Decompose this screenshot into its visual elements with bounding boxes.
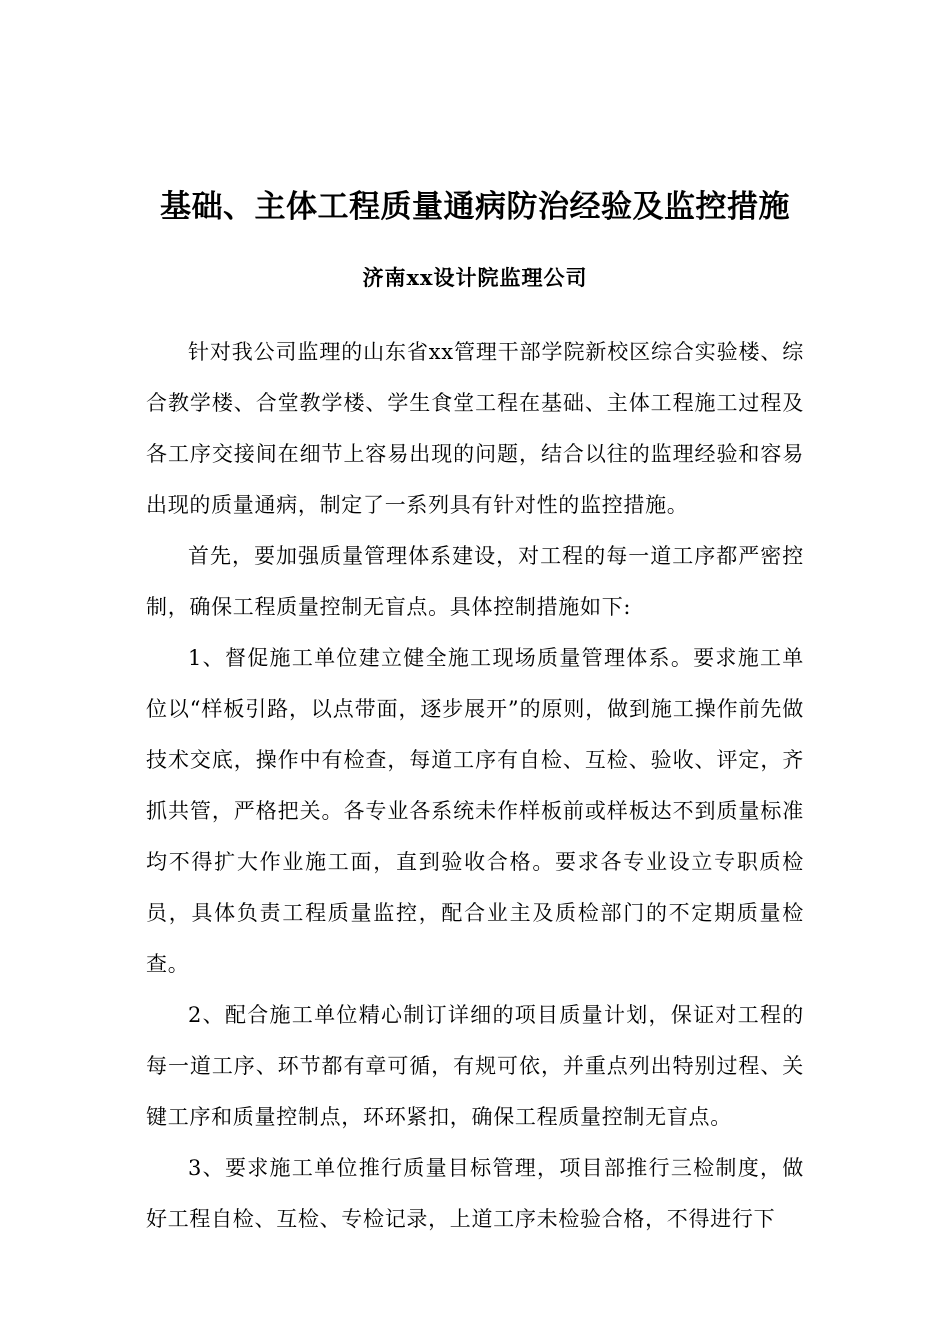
document-body: [146, 327, 804, 1245]
paragraph-intro: 针对我公司监理的山东省xx管理干部学院新校区综合实验楼、综合教学楼、合堂教学楼、学生食堂工程在基础、主体工程施工过程及各工序交接间在细节上容易出现的问题，结合以往的监理经验和容易出现的质量通病，制定了一系列具有针对性的监控措施。: [146, 340, 804, 517]
paragraph-general-measures: 首先，要加强质量管理体系建设，对工程的每一道工序都严密控制，确保工程质量控制无盲点。具体控制措施如下:: [146, 544, 804, 619]
paragraph-measure-3: 3、要求施工单位推行质量目标管理，项目部推行三检制度，做好工程自检、互检、专检记录，上道工序未检验合格，不得进行下: [146, 1156, 804, 1231]
paragraph-measure-1: 1、督促施工单位建立健全施工现场质量管理体系。要求施工单位以“样板引路，以点带面，逐步展开”的原则，做到施工操作前先做技术交底，操作中有检查，每道工序有自检、互检、验收、评定，齐抓共管，严格把关。各专业各系统未作样板前或样板达不到质量标准均不得扩大作业施工面，直到验收合格。要求各专业设立专职质检员，具体负责工程质量监控，配合业主及质检部门的不定期质量检查。: [146, 646, 804, 976]
document-title: 基础、主体工程质量通病防治经验及监控措施: [160, 189, 790, 225]
paragraph-measure-2: 2、配合施工单位精心制订详细的项目质量计划，保证对工程的每一道工序、环节都有章可循，有规可依，并重点列出特别过程、关键工序和质量控制点，环环紧扣，确保工程质量控制无盲点。: [146, 1003, 804, 1129]
document-author: 济南xx设计院监理公司: [362, 265, 588, 290]
